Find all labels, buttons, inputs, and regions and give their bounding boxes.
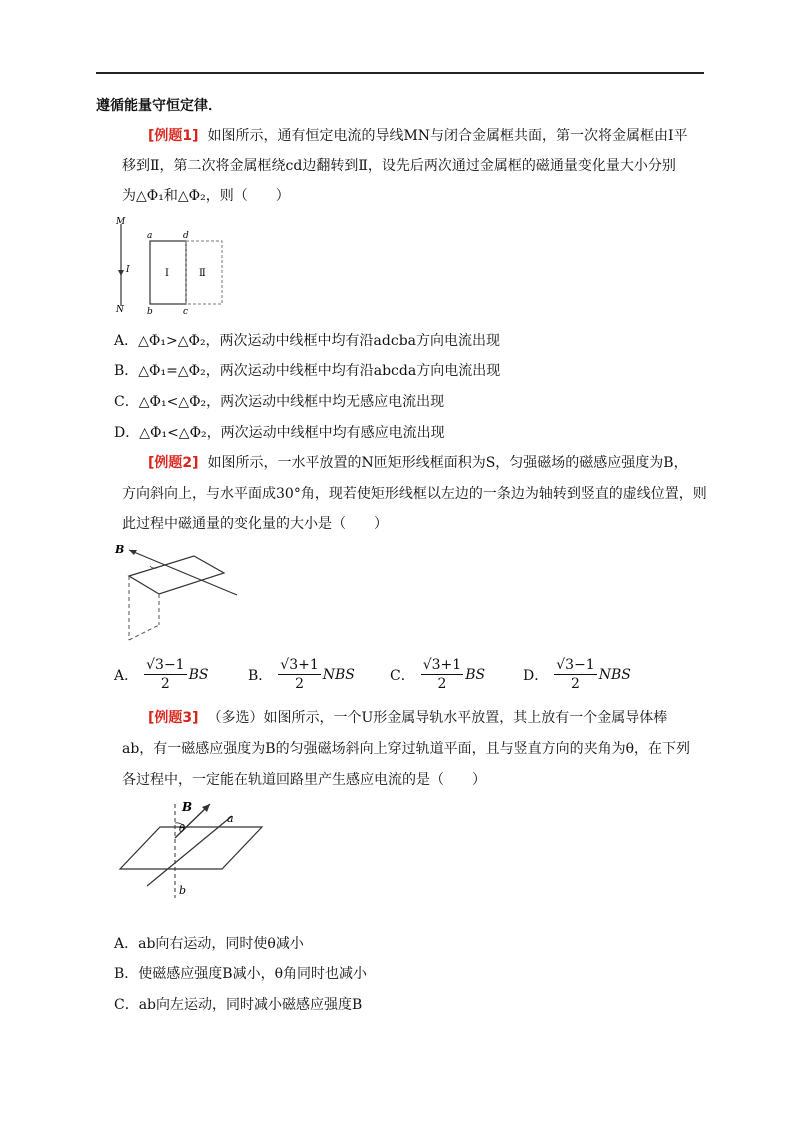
example-2-option-a [114, 656, 208, 693]
label-b: b [147, 307, 153, 317]
option-c-label: C． [390, 667, 415, 684]
example-3-line-3: 各过程中，一定能在轨道回路里产生感应电流的是（ ） [122, 772, 486, 788]
example-2-option-c [390, 656, 485, 693]
header-rule [96, 72, 704, 74]
option-b-denominator: 2 [295, 676, 304, 692]
example-2-figure [112, 540, 247, 644]
example-1-line-2: 移到Ⅱ，第二次将金属框绕cd边翻转到Ⅱ，设先后两次通过金属框的磁通量变化量大小分别 [122, 158, 676, 174]
example-2-option-d [523, 656, 631, 693]
vertical-frame-edge-3 [129, 625, 159, 640]
label-b-field: B [115, 543, 125, 556]
example-1-text-1: 如图所示，通有恒定电流的导线MN与闭合金属框共面，第一次将金属框由Ⅰ平 [207, 128, 688, 144]
option-b-numerator: √3+1 [280, 657, 319, 673]
example-1-option-a: A．△Φ₁>△Φ₂，两次运动中线框中均有沿adcba方向电流出现 [114, 333, 501, 349]
label-i: I [126, 265, 130, 275]
example-2-line-2: 方向斜向上，与水平面成30°角，现若使矩形线框以左边的一条边为轴转到竖直的虚线位置，则 [122, 486, 707, 502]
label-m: M [116, 217, 126, 227]
intro-text: 遵循能量守恒定律． [96, 98, 222, 114]
region-2-label: Ⅱ [199, 268, 206, 279]
example-3-text-1: （多选）如图所示，一个U形金属导轨水平放置，其上放有一个金属导体棒 [207, 710, 668, 726]
option-d-tail: NBS [598, 666, 631, 683]
option-c-tail: BS [465, 666, 486, 683]
example-1-line-3: 为△Φ₁和△Φ₂，则（ ） [122, 188, 290, 204]
option-c-numerator: √3+1 [422, 657, 462, 673]
label-a: a [147, 231, 153, 241]
example-2-text-1: 如图所示，一水平放置的N匝矩形线框面积为S，匀强磁场的磁感应强度为B， [207, 455, 688, 471]
example-2-line-1 [148, 453, 688, 473]
example-1-option-d: D．△Φ₁<△Φ₂，两次运动中线框中均有感应电流出现 [114, 425, 445, 441]
example-1-tag: [例题1] [148, 128, 199, 144]
option-c-denominator: 2 [437, 676, 447, 692]
example-1-figure [112, 214, 242, 318]
example-3-option-b: B．使磁感应强度B减小，θ角同时也减小 [114, 966, 368, 982]
example-3-figure [112, 798, 272, 904]
example-2-option-b [248, 656, 355, 693]
rail-plane [120, 827, 262, 869]
region-1-label: Ⅰ [165, 268, 169, 279]
option-a-tail: BS [188, 666, 209, 683]
example-3-option-a: A．ab向右运动，同时使θ减小 [114, 936, 304, 952]
option-d-numerator: √3−1 [556, 657, 595, 673]
label-b-field: B [182, 800, 193, 814]
example-2-line-3: 此过程中磁通量的变化量的大小是（ ） [122, 516, 388, 532]
label-d: d [183, 231, 189, 241]
option-d-label: D． [523, 667, 549, 684]
label-c: c [183, 307, 189, 317]
horizontal-frame [129, 556, 224, 594]
option-a-label: A． [114, 667, 139, 684]
option-a-denominator: 2 [160, 676, 170, 692]
option-b-tail: NBS [322, 666, 355, 683]
field-line-b [129, 550, 237, 595]
example-3-tag: [例题3] [148, 710, 199, 726]
example-1-option-c: C．△Φ₁<△Φ₂，两次运动中线框中均无感应电流出现 [114, 394, 445, 410]
current-arrow-icon [118, 270, 124, 276]
option-b-label: B． [248, 667, 273, 684]
option-d-denominator: 2 [571, 676, 580, 692]
option-a-numerator: √3−1 [146, 657, 185, 673]
example-1-option-b: B．△Φ₁=△Φ₂，两次运动中线框中均有沿abcda方向电流出现 [114, 363, 501, 379]
label-b: b [179, 884, 187, 897]
example-3-option-c: C．ab向左运动，同时减小磁感应强度B [114, 997, 363, 1013]
example-1-line-1 [148, 126, 688, 146]
label-theta: θ [179, 824, 186, 835]
example-3-line-1 [148, 708, 667, 728]
label-n: N [116, 305, 124, 315]
example-3-line-2: ab，有一磁感应强度为B的匀强磁场斜向上穿过轨道平面，且与竖直方向的夹角为θ，在下列 [122, 741, 691, 757]
example-2-tag: [例题2] [148, 455, 199, 471]
label-a: a [227, 812, 234, 825]
